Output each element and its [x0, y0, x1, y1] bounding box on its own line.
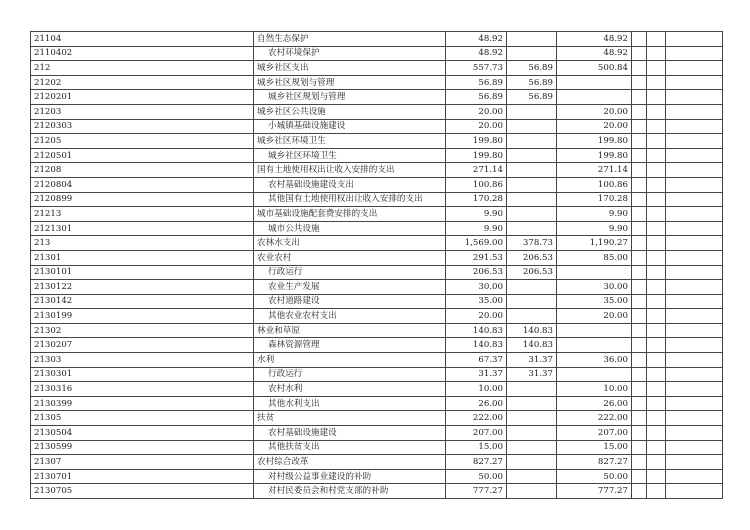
- project-cell: 500.84: [557, 61, 632, 76]
- code-cell: 2130504: [31, 426, 254, 441]
- table-row: [31, 396, 723, 411]
- code-cell: 21205: [31, 134, 254, 149]
- name-cell: 林业和草原: [254, 323, 446, 338]
- empty-cell: [632, 396, 647, 411]
- name-cell: 行政运行: [254, 367, 446, 382]
- project-cell: [557, 338, 632, 353]
- name-cell: 城市基础设施配套费安排的支出: [254, 207, 446, 222]
- empty-cell: [666, 148, 723, 163]
- total-cell: 48.92: [446, 46, 507, 61]
- project-cell: 50.00: [557, 469, 632, 484]
- table-row: [31, 411, 723, 426]
- table-row: [31, 265, 723, 280]
- table-row: [31, 119, 723, 134]
- table-row: [31, 426, 723, 441]
- total-cell: 170.28: [446, 192, 507, 207]
- empty-cell: [647, 75, 666, 90]
- table-row: [31, 75, 723, 90]
- name-cell: 扶贫: [254, 411, 446, 426]
- name-cell: 农业农村: [254, 250, 446, 265]
- basic-cell: [507, 134, 557, 149]
- total-cell: 56.89: [446, 90, 507, 105]
- empty-cell: [632, 367, 647, 382]
- code-cell: 2121301: [31, 221, 254, 236]
- empty-cell: [647, 323, 666, 338]
- project-cell: 170.28: [557, 192, 632, 207]
- code-cell: 2130316: [31, 382, 254, 397]
- project-cell: 10.00: [557, 382, 632, 397]
- code-cell: 2120303: [31, 119, 254, 134]
- empty-cell: [666, 90, 723, 105]
- code-cell: 21303: [31, 353, 254, 368]
- empty-cell: [647, 426, 666, 441]
- code-cell: 21104: [31, 32, 254, 47]
- name-cell: 农村基础设施建设支出: [254, 177, 446, 192]
- empty-cell: [632, 440, 647, 455]
- empty-cell: [632, 309, 647, 324]
- code-cell: 21208: [31, 163, 254, 178]
- table-row: [31, 148, 723, 163]
- project-cell: 9.90: [557, 207, 632, 222]
- empty-cell: [666, 46, 723, 61]
- project-cell: 827.27: [557, 455, 632, 470]
- code-cell: 2130101: [31, 265, 254, 280]
- total-cell: 10.00: [446, 382, 507, 397]
- empty-cell: [666, 367, 723, 382]
- name-cell: 城乡社区规划与管理: [254, 90, 446, 105]
- empty-cell: [647, 177, 666, 192]
- empty-cell: [647, 265, 666, 280]
- code-cell: 2130142: [31, 294, 254, 309]
- basic-cell: 378.73: [507, 236, 557, 251]
- basic-cell: [507, 396, 557, 411]
- table-row: [31, 323, 723, 338]
- basic-cell: 140.83: [507, 338, 557, 353]
- project-cell: 9.90: [557, 221, 632, 236]
- total-cell: 67.37: [446, 353, 507, 368]
- project-cell: 199.80: [557, 148, 632, 163]
- basic-cell: [507, 221, 557, 236]
- name-cell: 农业生产发展: [254, 280, 446, 295]
- basic-cell: [507, 411, 557, 426]
- total-cell: 30.00: [446, 280, 507, 295]
- total-cell: 31.37: [446, 367, 507, 382]
- table-row: [31, 46, 723, 61]
- basic-cell: [507, 280, 557, 295]
- total-cell: 140.83: [446, 323, 507, 338]
- table-row: [31, 294, 723, 309]
- table-row: [31, 207, 723, 222]
- empty-cell: [666, 119, 723, 134]
- empty-cell: [647, 455, 666, 470]
- project-cell: 222.00: [557, 411, 632, 426]
- basic-cell: [507, 192, 557, 207]
- name-cell: 自然生态保护: [254, 32, 446, 47]
- total-cell: 35.00: [446, 294, 507, 309]
- empty-cell: [647, 46, 666, 61]
- table-row: [31, 469, 723, 484]
- empty-cell: [632, 134, 647, 149]
- empty-cell: [666, 32, 723, 47]
- project-cell: 777.27: [557, 484, 632, 499]
- basic-cell: [507, 207, 557, 222]
- basic-cell: [507, 440, 557, 455]
- empty-cell: [666, 455, 723, 470]
- empty-cell: [666, 134, 723, 149]
- name-cell: 农村道路建设: [254, 294, 446, 309]
- basic-cell: 206.53: [507, 265, 557, 280]
- name-cell: 森林资源管理: [254, 338, 446, 353]
- empty-cell: [666, 280, 723, 295]
- basic-cell: [507, 32, 557, 47]
- code-cell: 2130599: [31, 440, 254, 455]
- empty-cell: [632, 119, 647, 134]
- empty-cell: [632, 455, 647, 470]
- empty-cell: [632, 163, 647, 178]
- basic-cell: [507, 119, 557, 134]
- empty-cell: [647, 294, 666, 309]
- empty-cell: [647, 148, 666, 163]
- project-cell: 26.00: [557, 396, 632, 411]
- total-cell: 291.53: [446, 250, 507, 265]
- name-cell: 城乡社区公共设施: [254, 104, 446, 119]
- budget-table: [30, 31, 723, 499]
- table-row: [31, 367, 723, 382]
- basic-cell: [507, 177, 557, 192]
- empty-cell: [666, 250, 723, 265]
- name-cell: 城乡社区环境卫生: [254, 134, 446, 149]
- basic-cell: 206.53: [507, 250, 557, 265]
- name-cell: 对村级公益事业建设的补助: [254, 469, 446, 484]
- empty-cell: [632, 236, 647, 251]
- name-cell: 农村综合改革: [254, 455, 446, 470]
- table-row: [31, 250, 723, 265]
- table-row: [31, 104, 723, 119]
- total-cell: 140.83: [446, 338, 507, 353]
- project-cell: 15.00: [557, 440, 632, 455]
- empty-cell: [666, 484, 723, 499]
- table-row: [31, 177, 723, 192]
- code-cell: 21301: [31, 250, 254, 265]
- name-cell: 农村水利: [254, 382, 446, 397]
- table-row: [31, 221, 723, 236]
- empty-cell: [647, 280, 666, 295]
- empty-cell: [632, 75, 647, 90]
- empty-cell: [647, 353, 666, 368]
- table-row: [31, 353, 723, 368]
- total-cell: 20.00: [446, 309, 507, 324]
- empty-cell: [666, 61, 723, 76]
- total-cell: 56.89: [446, 75, 507, 90]
- table-row: [31, 134, 723, 149]
- table-row: [31, 90, 723, 105]
- total-cell: 20.00: [446, 104, 507, 119]
- table-row: [31, 309, 723, 324]
- empty-cell: [666, 396, 723, 411]
- empty-cell: [666, 236, 723, 251]
- total-cell: 222.00: [446, 411, 507, 426]
- empty-cell: [632, 207, 647, 222]
- empty-cell: [632, 338, 647, 353]
- basic-cell: 140.83: [507, 323, 557, 338]
- empty-cell: [647, 236, 666, 251]
- total-cell: 557.73: [446, 61, 507, 76]
- table-row: [31, 61, 723, 76]
- name-cell: 其他国有土地使用权出让收入安排的支出: [254, 192, 446, 207]
- empty-cell: [666, 104, 723, 119]
- empty-cell: [632, 61, 647, 76]
- code-cell: 213: [31, 236, 254, 251]
- total-cell: 199.80: [446, 148, 507, 163]
- basic-cell: [507, 426, 557, 441]
- project-cell: [557, 367, 632, 382]
- total-cell: 15.00: [446, 440, 507, 455]
- empty-cell: [666, 207, 723, 222]
- basic-cell: [507, 309, 557, 324]
- code-cell: 21302: [31, 323, 254, 338]
- name-cell: 对村民委员会和村党支部的补助: [254, 484, 446, 499]
- empty-cell: [647, 411, 666, 426]
- empty-cell: [666, 382, 723, 397]
- empty-cell: [632, 280, 647, 295]
- empty-cell: [666, 265, 723, 280]
- empty-cell: [666, 323, 723, 338]
- empty-cell: [666, 426, 723, 441]
- project-cell: 207.00: [557, 426, 632, 441]
- basic-cell: 56.89: [507, 61, 557, 76]
- code-cell: 2130199: [31, 309, 254, 324]
- empty-cell: [647, 119, 666, 134]
- table-row: [31, 338, 723, 353]
- table-row: [31, 163, 723, 178]
- empty-cell: [647, 469, 666, 484]
- project-cell: 199.80: [557, 134, 632, 149]
- code-cell: 2130399: [31, 396, 254, 411]
- empty-cell: [632, 265, 647, 280]
- name-cell: 行政运行: [254, 265, 446, 280]
- empty-cell: [632, 250, 647, 265]
- name-cell: 农林水支出: [254, 236, 446, 251]
- total-cell: 777.27: [446, 484, 507, 499]
- empty-cell: [666, 221, 723, 236]
- empty-cell: [666, 294, 723, 309]
- name-cell: 其他扶贫支出: [254, 440, 446, 455]
- empty-cell: [632, 148, 647, 163]
- total-cell: 271.14: [446, 163, 507, 178]
- empty-cell: [632, 411, 647, 426]
- code-cell: 21213: [31, 207, 254, 222]
- table-row: [31, 440, 723, 455]
- table-row: [31, 236, 723, 251]
- project-cell: [557, 265, 632, 280]
- code-cell: 2130705: [31, 484, 254, 499]
- empty-cell: [666, 309, 723, 324]
- name-cell: 城乡社区环境卫生: [254, 148, 446, 163]
- empty-cell: [647, 396, 666, 411]
- empty-cell: [632, 46, 647, 61]
- total-cell: 206.53: [446, 265, 507, 280]
- empty-cell: [632, 104, 647, 119]
- basic-cell: [507, 46, 557, 61]
- name-cell: 农村环境保护: [254, 46, 446, 61]
- empty-cell: [666, 440, 723, 455]
- table-row: [31, 455, 723, 470]
- empty-cell: [647, 192, 666, 207]
- project-cell: 48.92: [557, 32, 632, 47]
- name-cell: 国有土地使用权出让收入安排的支出: [254, 163, 446, 178]
- total-cell: 199.80: [446, 134, 507, 149]
- code-cell: 2130701: [31, 469, 254, 484]
- basic-cell: [507, 469, 557, 484]
- project-cell: 100.86: [557, 177, 632, 192]
- code-cell: 2110402: [31, 46, 254, 61]
- empty-cell: [666, 75, 723, 90]
- empty-cell: [647, 221, 666, 236]
- empty-cell: [647, 134, 666, 149]
- project-cell: 271.14: [557, 163, 632, 178]
- empty-cell: [647, 367, 666, 382]
- empty-cell: [632, 90, 647, 105]
- empty-cell: [647, 338, 666, 353]
- total-cell: 827.27: [446, 455, 507, 470]
- project-cell: 30.00: [557, 280, 632, 295]
- empty-cell: [632, 353, 647, 368]
- project-cell: [557, 75, 632, 90]
- empty-cell: [632, 382, 647, 397]
- name-cell: 其他农业农村支出: [254, 309, 446, 324]
- empty-cell: [666, 353, 723, 368]
- project-cell: 35.00: [557, 294, 632, 309]
- name-cell: 其他水利支出: [254, 396, 446, 411]
- total-cell: 9.90: [446, 221, 507, 236]
- table-row: [31, 32, 723, 47]
- basic-cell: [507, 294, 557, 309]
- empty-cell: [647, 440, 666, 455]
- empty-cell: [632, 323, 647, 338]
- name-cell: 城乡社区规划与管理: [254, 75, 446, 90]
- empty-cell: [632, 484, 647, 499]
- basic-cell: [507, 382, 557, 397]
- empty-cell: [666, 163, 723, 178]
- total-cell: 26.00: [446, 396, 507, 411]
- code-cell: 2130207: [31, 338, 254, 353]
- table-row: [31, 280, 723, 295]
- code-cell: 21203: [31, 104, 254, 119]
- empty-cell: [632, 32, 647, 47]
- name-cell: 农村基础设施建设: [254, 426, 446, 441]
- empty-cell: [647, 90, 666, 105]
- basic-cell: 31.37: [507, 367, 557, 382]
- code-cell: 2130122: [31, 280, 254, 295]
- table-row: [31, 484, 723, 499]
- code-cell: 2120804: [31, 177, 254, 192]
- empty-cell: [647, 104, 666, 119]
- empty-cell: [666, 177, 723, 192]
- empty-cell: [632, 426, 647, 441]
- basic-cell: 56.89: [507, 75, 557, 90]
- total-cell: 9.90: [446, 207, 507, 222]
- code-cell: 21307: [31, 455, 254, 470]
- empty-cell: [632, 177, 647, 192]
- total-cell: 1,569.00: [446, 236, 507, 251]
- name-cell: 小城镇基础设施建设: [254, 119, 446, 134]
- table-row: [31, 382, 723, 397]
- empty-cell: [666, 192, 723, 207]
- empty-cell: [632, 294, 647, 309]
- project-cell: [557, 90, 632, 105]
- total-cell: 50.00: [446, 469, 507, 484]
- project-cell: 20.00: [557, 104, 632, 119]
- project-cell: 1,190.27: [557, 236, 632, 251]
- empty-cell: [647, 484, 666, 499]
- basic-cell: 56.89: [507, 90, 557, 105]
- empty-cell: [647, 309, 666, 324]
- project-cell: 48.92: [557, 46, 632, 61]
- basic-cell: [507, 148, 557, 163]
- empty-cell: [632, 221, 647, 236]
- empty-cell: [647, 207, 666, 222]
- basic-cell: [507, 484, 557, 499]
- project-cell: 20.00: [557, 119, 632, 134]
- empty-cell: [632, 469, 647, 484]
- code-cell: 2120501: [31, 148, 254, 163]
- name-cell: 水利: [254, 353, 446, 368]
- empty-cell: [647, 382, 666, 397]
- total-cell: 207.00: [446, 426, 507, 441]
- table-row: [31, 192, 723, 207]
- project-cell: [557, 323, 632, 338]
- empty-cell: [647, 32, 666, 47]
- empty-cell: [632, 192, 647, 207]
- name-cell: 城市公共设施: [254, 221, 446, 236]
- total-cell: 20.00: [446, 119, 507, 134]
- project-cell: 20.00: [557, 309, 632, 324]
- code-cell: 21305: [31, 411, 254, 426]
- total-cell: 48.92: [446, 32, 507, 47]
- code-cell: 2120201: [31, 90, 254, 105]
- empty-cell: [666, 338, 723, 353]
- budget-table-body: [31, 32, 723, 499]
- basic-cell: 31.37: [507, 353, 557, 368]
- code-cell: 2130301: [31, 367, 254, 382]
- code-cell: 2120899: [31, 192, 254, 207]
- basic-cell: [507, 163, 557, 178]
- empty-cell: [647, 163, 666, 178]
- total-cell: 100.86: [446, 177, 507, 192]
- code-cell: 212: [31, 61, 254, 76]
- project-cell: 85.00: [557, 250, 632, 265]
- basic-cell: [507, 455, 557, 470]
- code-cell: 21202: [31, 75, 254, 90]
- empty-cell: [647, 61, 666, 76]
- empty-cell: [647, 250, 666, 265]
- empty-cell: [666, 469, 723, 484]
- project-cell: 36.00: [557, 353, 632, 368]
- name-cell: 城乡社区支出: [254, 61, 446, 76]
- empty-cell: [666, 411, 723, 426]
- basic-cell: [507, 104, 557, 119]
